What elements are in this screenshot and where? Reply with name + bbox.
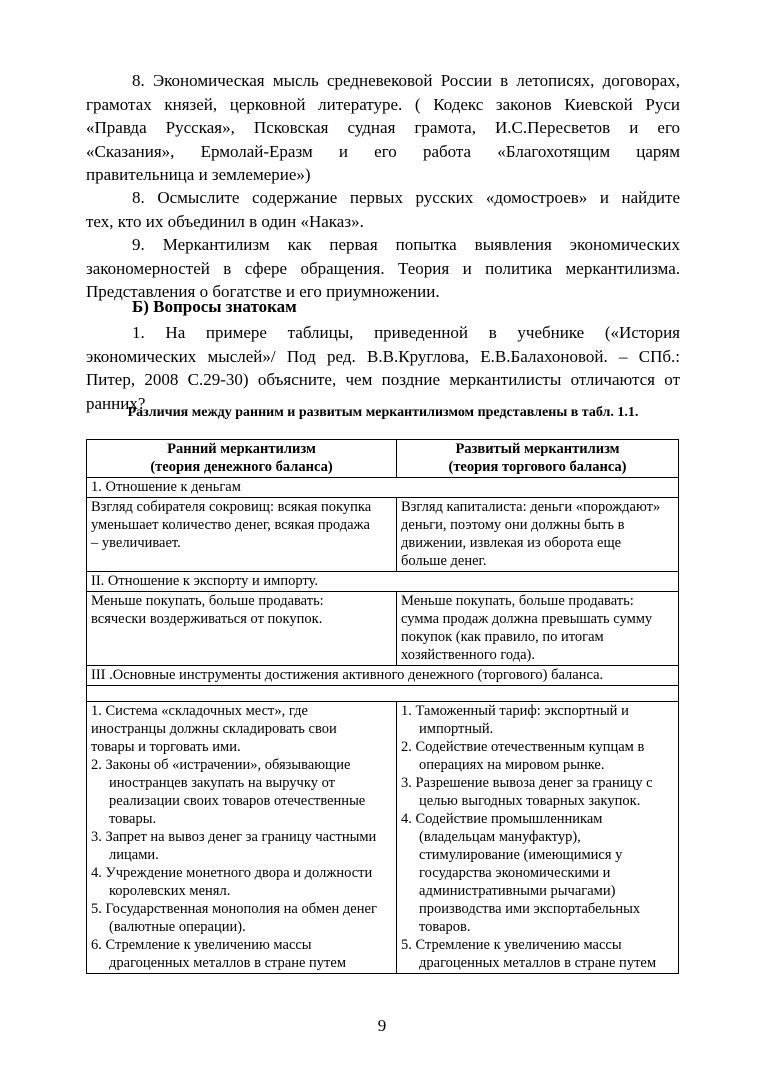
cell-line: деньги, поэтому они должны быть в (401, 517, 625, 533)
cell-line: (валютные операции). (109, 919, 246, 935)
text-line: 8. Экономическая мысль средневековой России в летописях, договорах, (132, 71, 680, 90)
text-line: экономических мыслей»/ Под ред. В.В.Круглова, Е.В.Балахоновой. – СПб.: (86, 346, 680, 366)
cell-early (87, 498, 397, 572)
cell-early (87, 702, 397, 974)
table-row (87, 498, 679, 572)
cell-developed (397, 592, 679, 666)
cell-line: товары и торговать ими. (91, 739, 241, 755)
cell-line: Меньше покупать, больше продавать: (91, 593, 324, 609)
column-header-early (87, 440, 397, 478)
cell-line: 3. Разрешение вывоза денег за границу с (401, 775, 653, 791)
text-line: закономерностей в сфере обращения. Теория и политика меркантилизма. (86, 258, 680, 278)
cell-early (87, 592, 397, 666)
cell-line: (владельцам мануфактур), (419, 829, 581, 845)
cell-line: движении, извлекая из оборота еще (401, 535, 622, 551)
section-heading: Б) Вопросы знатокам (132, 297, 297, 316)
text-line: грамотах князей, церковной литературе. ( Кодекс законов Киевской Руси (86, 94, 680, 114)
text-line: тех, кто их объединил в один «Наказ». (86, 211, 364, 231)
header-line: Развитый меркантилизм (455, 441, 620, 457)
section-row (87, 572, 679, 592)
paragraph-8a (86, 69, 680, 187)
question-1 (86, 321, 680, 415)
column-header-developed (397, 440, 679, 478)
cell-line: 2. Законы об «истрачении», обязывающие (91, 757, 351, 773)
header-line: (теория денежного баланса) (150, 459, 333, 475)
section-row (87, 666, 679, 686)
spacer-cell (87, 686, 679, 702)
header-line: (теория торгового баланса) (448, 459, 627, 475)
cell-line: стимулирование (имеющимися у (419, 847, 623, 863)
cell-line: больше денег. (401, 553, 487, 569)
paragraph-8b (86, 186, 680, 233)
cell-line: драгоценных металлов в стране путем (109, 955, 346, 971)
section-title: 1. Отношение к деньгам (87, 478, 679, 498)
text-line: Представления о богатстве и его приумножении. (86, 282, 440, 301)
cell-line: 1. Система «складочных мест», где (91, 703, 308, 719)
text-line: «Правда Русская», Псковская судная грамота, И.С.Пересветов и его (86, 118, 680, 137)
section-title: II. Отношение к экспорту и импорту. (87, 572, 679, 592)
page-number: 9 (377, 1016, 387, 1035)
cell-line: товары. (109, 811, 157, 827)
cell-line: реализации своих товаров отечественные (109, 793, 366, 809)
text-line: ранних? (86, 393, 146, 413)
cell-line: 5. Государственная монополия на обмен денег (91, 901, 377, 917)
cell-line: импортный. (419, 721, 494, 737)
cell-developed (397, 702, 679, 974)
cell-line: иностранцы должны складировать свои (91, 721, 337, 737)
cell-line: административными рычагами) (419, 883, 616, 899)
cell-line: иностранцев закупать на выручку от (109, 775, 335, 791)
cell-line: лицами. (109, 847, 159, 863)
table-row (87, 702, 679, 974)
cell-line: 4. Содействие промышленникам (401, 811, 603, 827)
cell-line: хозяйственного года). (401, 647, 536, 663)
text-line: Питер, 2008 С.29-30) объясните, чем поздние меркантилисты отличаются от (86, 370, 680, 389)
table-caption: Различия между ранним и развитым меркантилизмом представлены в табл. 1.1. (127, 405, 639, 420)
text-line: правительница и землемерие») (86, 165, 311, 184)
mercantilism-table (86, 439, 679, 974)
cell-line: королевских менял. (109, 883, 231, 899)
spacer-row (87, 686, 679, 702)
paragraph-9 (86, 233, 680, 304)
cell-line: 3. Запрет на вывоз денег за границу частными (91, 829, 377, 845)
cell-line: Взгляд капиталиста: деньги «порождают» (401, 499, 661, 515)
cell-line: 4. Учреждение монетного двора и должности (91, 865, 373, 881)
section-row (87, 478, 679, 498)
table-header-row (87, 440, 679, 478)
cell-line: покупок (как правило, по итогам (401, 629, 604, 645)
cell-line: товаров. (419, 919, 471, 935)
cell-developed (397, 498, 679, 572)
cell-line: операциях на мировом рынке. (419, 757, 605, 773)
cell-line: целью выгодных товарных закупок. (419, 793, 641, 809)
text-line: 9. Меркантилизм как первая попытка выявления экономических (132, 235, 680, 254)
cell-line: сумма продаж должна превышать сумму (401, 611, 653, 627)
cell-line: 2. Содействие отечественным купцам в (401, 739, 645, 755)
cell-line: 1. Таможенный тариф: экспортный и (401, 703, 629, 719)
cell-line: уменьшает количество денег, всякая продажа (91, 517, 370, 533)
text-line: 1. На примере таблицы, приведенной в учебнике («История (132, 323, 680, 342)
cell-line: 6. Стремление к увеличению массы (91, 937, 312, 953)
cell-line: производства ими экспортабельных (419, 901, 641, 917)
header-line: Ранний меркантилизм (167, 441, 316, 457)
cell-line: драгоценных металлов в стране путем (419, 955, 657, 971)
text-line: 8. Осмыслите содержание первых русских «домостроев» и найдите (132, 188, 680, 207)
text-line: «Сказания», Ермолай-Еразм и его работа «Благохотящим царям (86, 141, 680, 161)
section-title: III .Основные инструменты достижения активного денежного (торгового) баланса. (87, 666, 679, 686)
cell-line: 5. Стремление к увеличению массы (401, 937, 622, 953)
cell-line: Меньше покупать, больше продавать: (401, 593, 634, 609)
cell-line: государства экономическими и (419, 865, 611, 881)
table-row (87, 592, 679, 666)
cell-line: – увеличивает. (91, 535, 181, 551)
cell-line: всячески воздерживаться от покупок. (91, 611, 323, 627)
cell-line: Взгляд собирателя сокровищ: всякая покупка (91, 499, 372, 515)
